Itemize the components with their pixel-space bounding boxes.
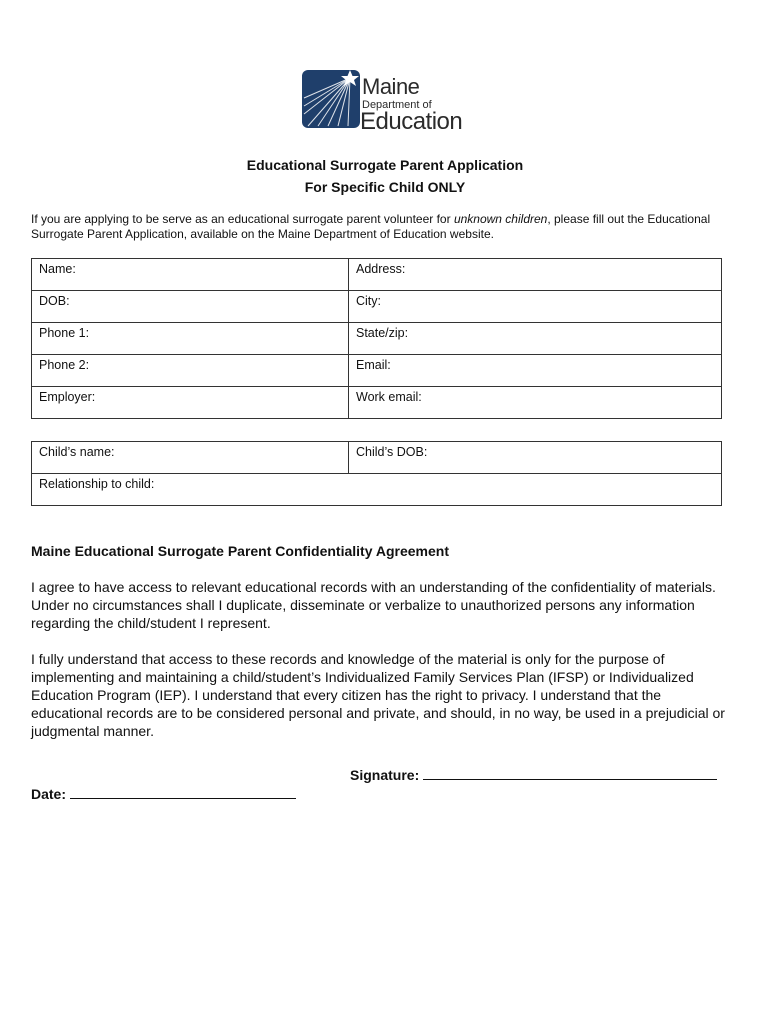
city-field[interactable]: City:	[349, 291, 722, 323]
intro-after: , please fill out the Educational Surrogate Parent Application, available on the Maine Department of Education website.	[31, 212, 711, 241]
child-info-table	[31, 441, 722, 506]
page-title: Educational Surrogate Parent Application	[246, 157, 524, 173]
work-email-field[interactable]: Work email:	[349, 387, 722, 419]
agreement-title: Maine Educational Surrogate Parent Confidentiality Agreement	[31, 543, 449, 559]
page-subtitle: For Specific Child ONLY	[304, 179, 466, 195]
phone2-field[interactable]: Phone 2:	[32, 355, 349, 387]
date-block	[31, 784, 296, 802]
state-zip-field[interactable]: State/zip:	[349, 323, 722, 355]
agreement-paragraph-2: I fully understand that access to these records and knowledge of the material is only for the purpose of implementing and maintaining a child/student’s Individualized Family Services Plan (IFSP) or Individualized Education Program (IEP). I understand that every citizen has the right to privacy. I understand that the educational records are to be considered personal and private, and should, in no way, be used in a prejudicial or judgmental manner.	[31, 651, 725, 739]
date-label: Date:	[31, 786, 67, 802]
applicant-info-table	[31, 258, 722, 419]
name-field[interactable]: Name:	[32, 259, 349, 291]
dob-field[interactable]: DOB:	[32, 291, 349, 323]
phone1-field[interactable]: Phone 1:	[32, 323, 349, 355]
table-row	[32, 259, 722, 291]
signature-line[interactable]	[423, 765, 717, 780]
table-row	[32, 291, 722, 323]
signature-block	[350, 765, 717, 783]
email-field[interactable]: Email:	[349, 355, 722, 387]
table-row	[32, 323, 722, 355]
table-row	[32, 442, 722, 474]
child-name-field[interactable]: Child’s name:	[32, 442, 349, 474]
date-line[interactable]	[70, 784, 296, 799]
signature-label: Signature:	[350, 767, 420, 783]
relationship-field[interactable]: Relationship to child:	[32, 474, 722, 506]
intro-before: If you are applying to be serve as an educational surrogate parent volunteer for	[31, 212, 454, 226]
logo-text-department: Department of	[362, 99, 432, 111]
maine-doe-logo	[302, 68, 472, 135]
table-row	[32, 474, 722, 506]
logo-text-maine: Maine	[362, 74, 420, 99]
intro-emphasis: unknown children	[453, 212, 548, 226]
logo-emblem-icon	[302, 68, 362, 130]
logo-text-education: Education	[360, 108, 463, 135]
address-field[interactable]: Address:	[349, 259, 722, 291]
table-row	[32, 387, 722, 419]
employer-field[interactable]: Employer:	[32, 387, 349, 419]
agreement-paragraph-1: I agree to have access to relevant educational records with an understanding of the confidentiality of materials. Under no circumstances shall I duplicate, disseminate or verbalize to unauthorized persons any information regarding the child/student I represent.	[31, 579, 716, 631]
intro-text	[31, 212, 731, 242]
table-row	[32, 355, 722, 387]
child-dob-field[interactable]: Child’s DOB:	[349, 442, 722, 474]
